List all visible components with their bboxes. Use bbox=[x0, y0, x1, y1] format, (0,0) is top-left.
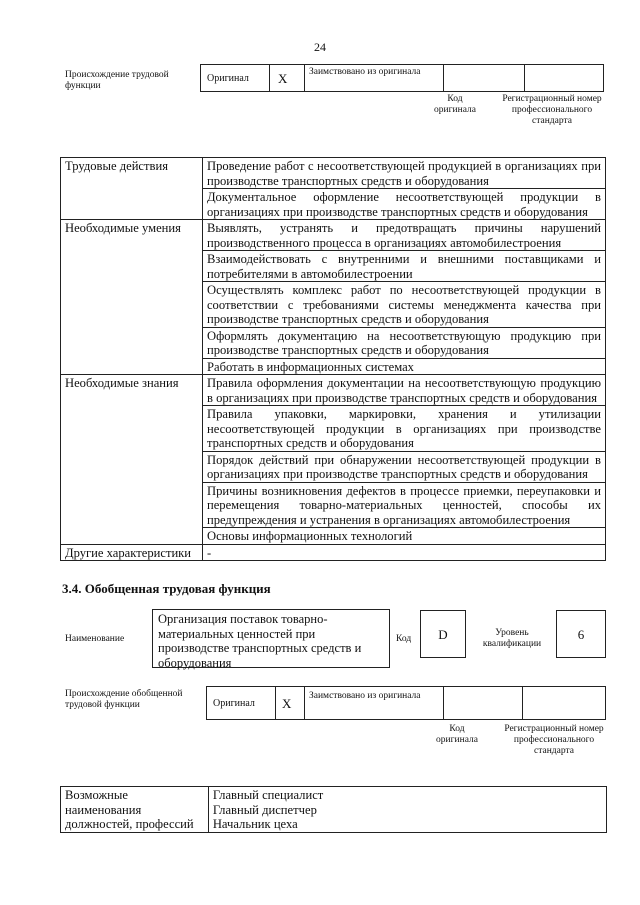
code-caption-2: Код оригинала bbox=[436, 724, 478, 745]
code-cell bbox=[444, 687, 523, 720]
code-value: D bbox=[420, 610, 466, 658]
skill-item: Выявлять, устранять и предотвращать причины нарушений производственного процесса в организациях автомобилестроения bbox=[202, 220, 605, 251]
origin-table bbox=[200, 64, 604, 92]
original-mark: X bbox=[276, 687, 305, 720]
other-value: - bbox=[202, 544, 605, 561]
knowledge-item: Правила упаковки, маркировки, хранения и утилизации несоответствующей продукции в организациях при производстве транспортных средств и оборудования bbox=[202, 406, 605, 452]
skill-item: Оформлять документацию на несоответствующую продукцию при производстве транспортных средств и оборудования bbox=[202, 327, 605, 358]
reg-caption: Регистрационный номер профессионального стандарта bbox=[502, 94, 602, 126]
name-label: Наименование bbox=[65, 634, 125, 644]
labor-action: Документальное оформление несоответствующей продукции в организациях при производстве транспортных средств и оборудования bbox=[202, 189, 605, 220]
code-cell bbox=[444, 65, 525, 92]
origin-table-2 bbox=[206, 686, 606, 720]
position-item: Главный специалист bbox=[212, 788, 324, 802]
positions-label: Возможные наименования должностей, профессий bbox=[61, 787, 209, 833]
function-table bbox=[60, 157, 606, 561]
positions-list bbox=[208, 787, 606, 833]
skill-item: Взаимодействовать с внутренними и внешними поставщиками и потребителями в автомобилестроении bbox=[202, 251, 605, 282]
borrowed-label: Заимствовано из оригинала bbox=[305, 687, 444, 720]
original-label: Оригинал bbox=[207, 687, 276, 720]
positions-table bbox=[60, 786, 607, 833]
knowledge-item: Причины возникновения дефектов в процессе приемки, переупаковки и перемещения товарно-материальных ценностей, способы их предупреждения и устранения в организациях автомобилестроения bbox=[202, 482, 605, 528]
other-label: Другие характеристики bbox=[61, 544, 203, 561]
skill-item: Осуществлять комплекс работ по несоответствующей продукции в соответствии с требованиями системы менеджмента качества при производстве транспортных средств и оборудования bbox=[202, 282, 605, 328]
position-item: Начальник цеха bbox=[212, 817, 298, 831]
level-label: Уровень квалификации bbox=[482, 628, 542, 649]
borrowed-label: Заимствовано из оригинала bbox=[305, 65, 444, 92]
knowledge-label: Необходимые знания bbox=[61, 375, 203, 545]
labor-action: Проведение работ с несоответствующей продукцией в организациях при производстве транспортных средств и оборудования bbox=[202, 158, 605, 189]
labor-actions-label: Трудовые действия bbox=[61, 158, 203, 220]
knowledge-item: Порядок действий при обнаружении несоответствующей продукции в организациях при производстве транспортных средств и оборудования bbox=[202, 451, 605, 482]
skills-label: Необходимые умения bbox=[61, 220, 203, 375]
skill-item: Работать в информационных системах bbox=[202, 358, 605, 375]
code-caption: Код оригинала bbox=[434, 94, 476, 115]
knowledge-item: Основы информационных технологий bbox=[202, 528, 605, 545]
knowledge-item: Правила оформления документации на несоответствующую продукцию в организациях при производстве транспортных средств и оборудования bbox=[202, 375, 605, 406]
page-number: 24 bbox=[314, 40, 326, 54]
name-value: Организация поставок товарно-материальных ценностей при производстве транспортных средств и оборудования bbox=[152, 609, 390, 668]
code-label: Код bbox=[396, 634, 412, 644]
position-item: Главный диспетчер bbox=[212, 802, 317, 817]
section-heading: 3.4. Обобщенная трудовая функция bbox=[62, 581, 271, 596]
origin-label-2: Происхождение обобщенной трудовой функции bbox=[65, 689, 183, 710]
reg-cell bbox=[523, 687, 606, 720]
reg-cell bbox=[525, 65, 604, 92]
origin-label: Происхождение трудовой функции bbox=[65, 70, 169, 91]
original-label: Оригинал bbox=[201, 65, 270, 92]
reg-caption-2: Регистрационный номер профессионального стандарта bbox=[504, 724, 604, 756]
level-value: 6 bbox=[556, 610, 606, 658]
original-mark: X bbox=[270, 65, 305, 92]
